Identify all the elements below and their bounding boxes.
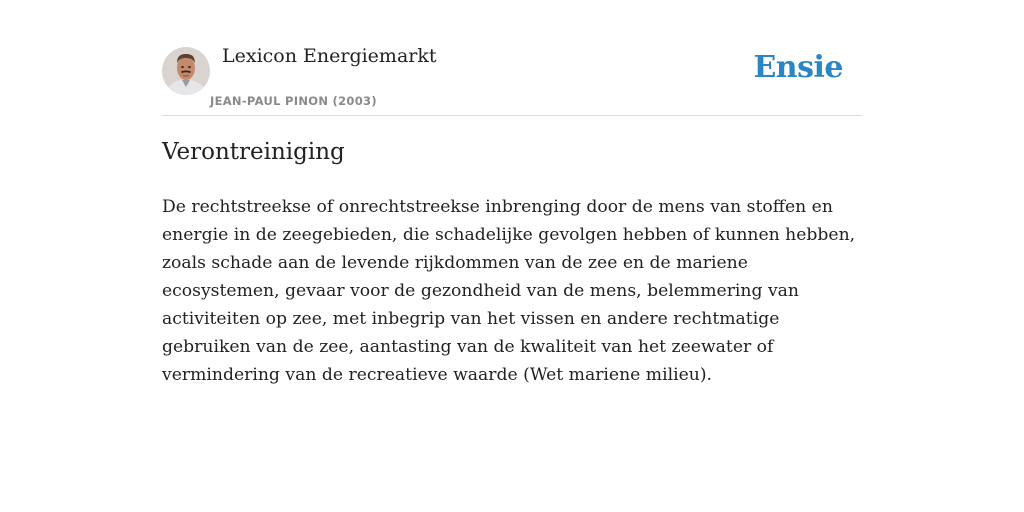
entry-card [162,0,862,385]
author-portrait-icon [162,47,210,95]
lexicon-title-link[interactable]: Lexicon Energiemarkt [222,45,437,67]
entry-header [162,0,862,116]
ensie-logo[interactable]: Ensie [753,50,843,85]
author-name: JEAN-PAUL PINON (2003) [210,94,377,108]
entry-definition: De rechtstreekse of onrechtstreekse inbrenging door de mens van stoffen en energie in de zeegebieden, die schadelijke gevolgen hebben of kunnen hebben, zoals schade aan de levende rijkdommen van de zee en de mariene ecosystemen, gevaar voor de gezondheid van de mens, belemmering van activiteiten op zee, met inbegrip van het vissen en andere rechtmatige gebruiken van de zee, aantasting van de kwaliteit van het zeewater of vermindering van de recreatieve waarde (Wet mariene milieu). [162,197,856,385]
entry-term: Verontreiniging [162,139,345,165]
avatar[interactable] [162,47,210,95]
